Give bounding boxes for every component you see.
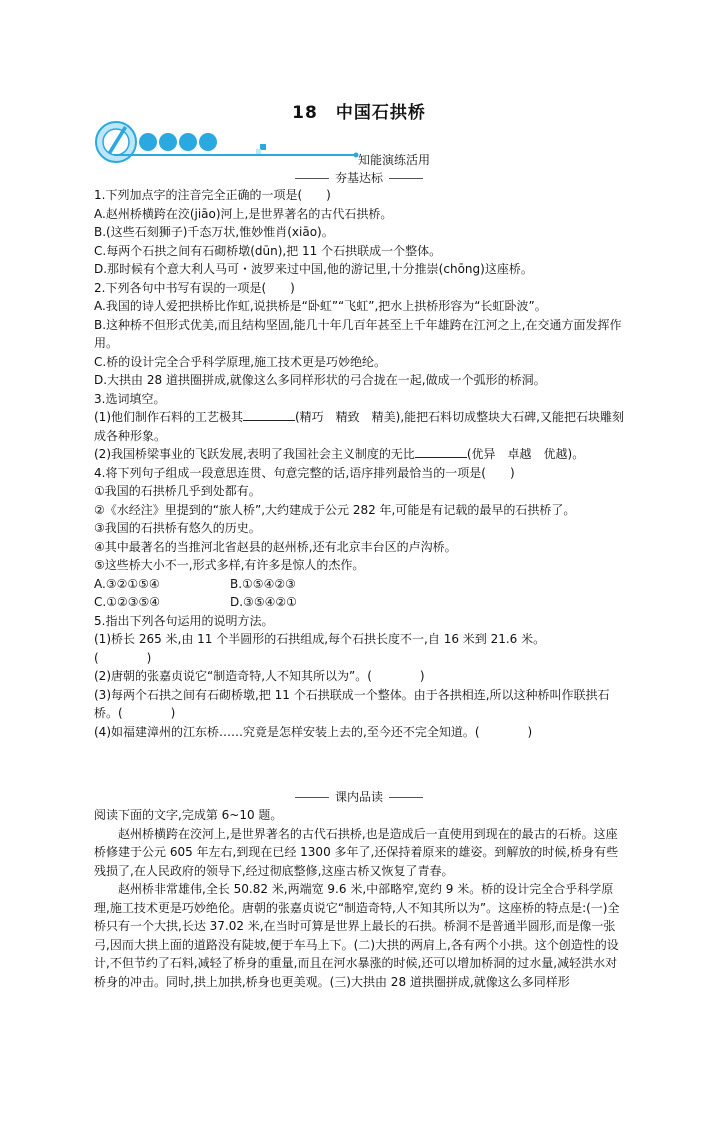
answer-blank[interactable]: [243, 409, 295, 421]
option-item: A.我国的诗人爱把拱桥比作虹,说拱桥是“卧虹”“飞虹”,把水上拱桥形容为“长虹卧波”。: [94, 299, 547, 313]
option-item: A.赵州桥横跨在洨(jiāo)河上,是世界著名的古代石拱桥。: [94, 206, 393, 221]
option-item: A.③②①⑤④: [94, 576, 160, 591]
sentence-item: ③我国的石拱桥有悠久的历史。: [94, 521, 261, 535]
reading-intro: 阅读下面的文字,完成第 6~10 题。: [94, 808, 283, 822]
reading-block: [94, 806, 624, 991]
fill-blank-item: [94, 408, 624, 445]
question-stem: 5.指出下列各句运用的说明方法。: [94, 613, 274, 628]
answer-blank[interactable]: [415, 446, 467, 458]
question-stem: 2.下列各句中书写有误的一项是( ): [94, 280, 295, 295]
option-item: D.大拱由 28 道拱圈拼成,就像这么多同样形状的弓合拢在一起,做成一个弧形的桥洞。: [94, 373, 546, 387]
reading-paragraph: 赵州桥横跨在洨河上,是世界著名的古代石拱桥,也是造成后一直使用到现在的最古的石桥。这座桥修建于公元 605 年左右,到现在已经 1300 多年了,还保持着原来的雄姿。到解放的时候,桥身有些残损了,在人民政府的领导下,经过彻底整修,这座古桥又恢复了青春。: [94, 826, 619, 878]
section-title: 课内品读: [334, 790, 383, 804]
banner-dot: [199, 133, 217, 151]
blank-prefix: (2)我国桥梁事业的飞跃发展,表明了我国社会主义制度的无比: [94, 447, 415, 461]
option-item: D.那时候有个意大利人马可・波罗来过中国,他的游记里,十分推崇(chōng)这座桥。: [94, 262, 533, 276]
page-title: 18 中国石拱桥: [292, 103, 426, 123]
blank-suffix: (优异 卓越 优越)。: [466, 447, 585, 461]
banner-label: 知能演练活用: [358, 153, 431, 167]
question-stem: 3.选词填空。: [94, 391, 166, 406]
banner-dot: [159, 133, 177, 151]
q5-item: (3)每两个石拱之间有石砌桥墩,把 11 个石拱联成一个整体。由于各拱相连,所以这种桥叫作联拱石桥。( ): [94, 687, 610, 720]
option-item: D.③⑤④②①: [230, 595, 297, 609]
option-item: C.桥的设计完全合乎科学原理,施工技术更是巧妙绝纶。: [94, 354, 387, 369]
option-row: [94, 593, 624, 612]
questions-block: [94, 186, 624, 741]
option-item: B.①⑤④②③: [230, 576, 296, 591]
blank-suffix: (精巧 精致 精美),能把石料切成整块大石碑,又能把石块雕刻成各种形象。: [94, 410, 624, 443]
q5-item: (4)如福建漳州的江东桥……究竟是怎样安装上去的,至今还不完全知道。( ): [94, 724, 533, 739]
section-heading-reading: [0, 788, 718, 805]
option-item: B.这种桥不但形式优美,而且结构坚固,能几十年几百年甚至上千年雄跨在江河之上,在交通方面发挥作用。: [94, 317, 622, 350]
option-item: B.(这些石刻狮子)千态万状,惟妙惟肖(xiāo)。: [94, 225, 334, 239]
banner-dot: [139, 133, 157, 151]
fill-blank-item: [94, 445, 624, 464]
sentence-item: ④其中最著名的当推河北省赵县的赵州桥,还有北京丰台区的卢沟桥。: [94, 539, 457, 554]
banner-dot: [179, 133, 197, 151]
reading-paragraph: 赵州桥非常雄伟,全长 50.82 米,两端宽 9.6 米,中部略窄,宽约 9 米。桥的设计完全合乎科学原理,施工技术更是巧妙绝伦。唐朝的张嘉贞说它“制造奇特,人不知其所以为”。这座桥的特点是:(一)全桥只有一个大拱,长达 37.02 米,在当时可算是世界上最长的石拱。桥洞不是普通半圆形,而是像一张弓,因而大拱上面的道路没有陡坡,便于车马上下。(二)大拱的两肩上,各有两个小拱。这个创造性的设计,不但节约了石料,减轻了桥身的重量,而且在河水暴涨的时候,还可以增加桥洞的过水量,减轻洪水对桥身的冲击。同时,拱上加拱,桥身也更美观。(三)大拱由 28 道拱圈拼成,就像这么多同样形: [94, 882, 620, 989]
sentence-item: ②《水经注》里提到的“旅人桥”,大约建成于公元 282 年,可能是有记载的最早的石拱桥了。: [94, 502, 576, 517]
q5-answer-slot: ( ): [94, 650, 152, 665]
option-item: C.每两个石拱之间有石砌桥墩(dūn),把 11 个石拱联成一个整体。: [94, 243, 442, 258]
section-heading-basic: [0, 169, 718, 186]
question-stem: 1.下列加点字的注音完全正确的一项是( ): [94, 188, 331, 202]
sentence-item: ⑤这些桥大小不一,形式多样,有许多是惊人的杰作。: [94, 558, 365, 572]
sentence-item: ①我国的石拱桥几乎到处都有。: [94, 484, 261, 498]
q5-item: (1)桥长 265 米,由 11 个半圆形的石拱组成,每个石拱长度不一,自 16 米到 21.6 米。: [94, 632, 546, 646]
blank-prefix: (1)他们制作石料的工艺极其: [94, 410, 243, 424]
option-item: C.①②③⑤④: [94, 595, 160, 609]
option-row: [94, 575, 624, 594]
square-dots-icon: [256, 144, 266, 154]
question-stem: 4.将下列句子组成一段意思连贯、句意完整的话,语序排列最恰当的一项是( ): [94, 465, 515, 480]
section-title: 夯基达标: [334, 171, 383, 185]
q5-item: (2)唐朝的张嘉贞说它“制造奇特,人不知其所以为”。( ): [94, 669, 425, 683]
